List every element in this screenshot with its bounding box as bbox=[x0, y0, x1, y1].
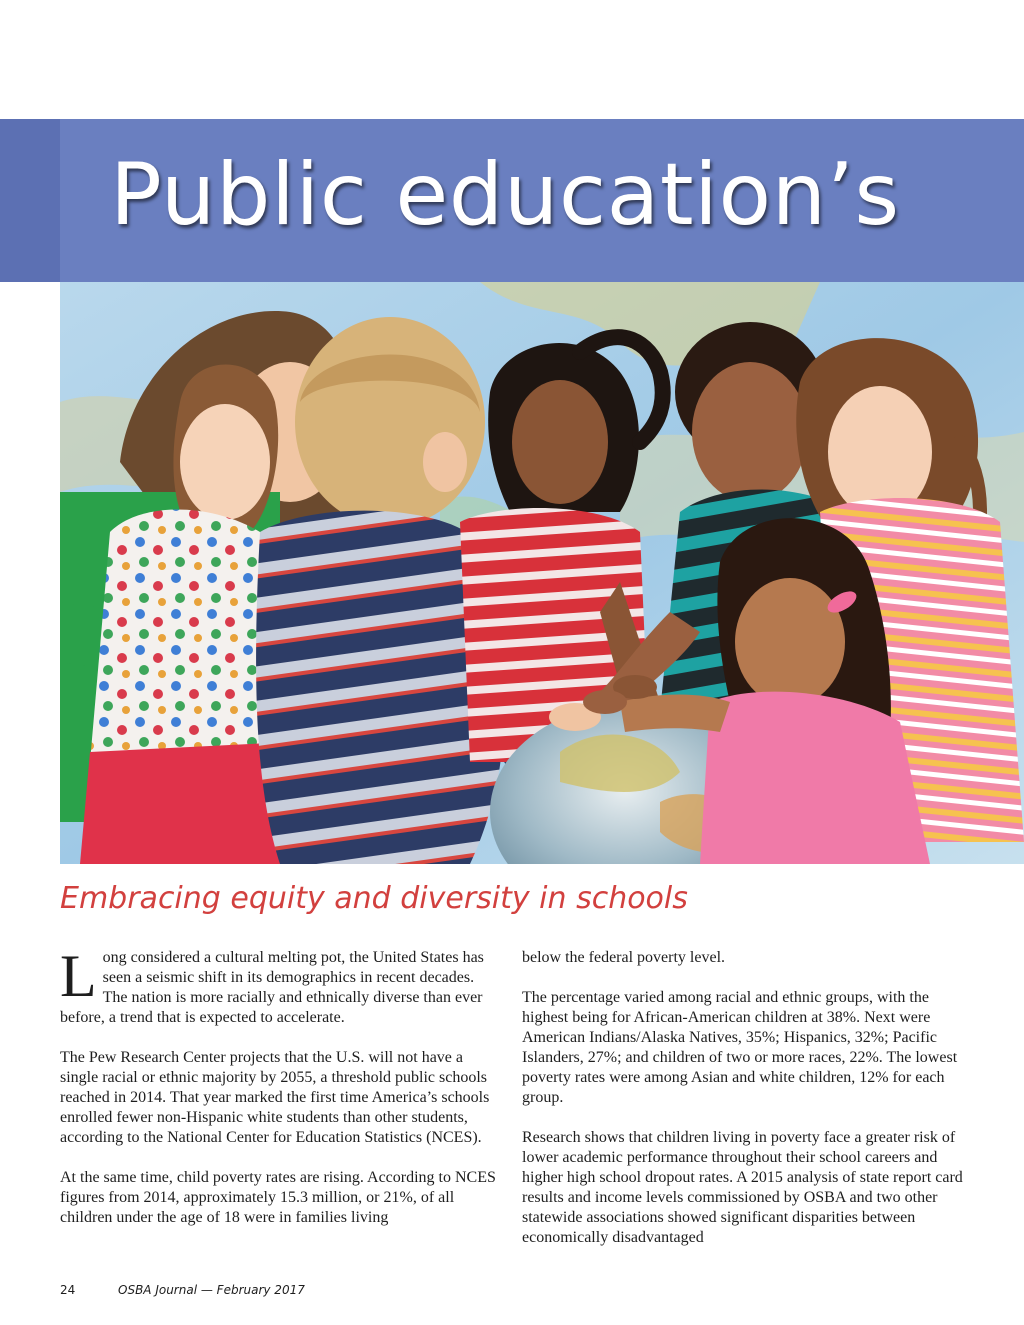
page-number: 24 bbox=[60, 1283, 76, 1297]
paragraph bbox=[60, 943, 500, 1028]
journal-credit: OSBA Journal — February 2017 bbox=[118, 1283, 305, 1297]
article-subtitle: Embracing equity and diversity in schools bbox=[60, 881, 688, 916]
paragraph: Research shows that children living in poverty face a greater risk of lower academic performance throughout their school careers and higher high school dropout rates. A 2015 analysis of state report card results and income levels commissioned by OSBA and two other statewide associations showed significant disparities between economically disadvantaged bbox=[522, 1129, 963, 1246]
paragraph: The Pew Research Center projects that the U.S. will not have a single racial or ethnic majority by 2055, a threshold public schools reached in 2014. That year marked the first time America’s schools enrolled fewer non-Hispanic white students than other students, according to the National Center for Education Statistics (NCES). bbox=[60, 1049, 490, 1146]
drop-cap: L bbox=[60, 943, 97, 1009]
paragraph: At the same time, child poverty rates are rising. According to NCES figures from 2014, approximately 15.3 million, or 21%, of all children under the age of 18 were in families living bbox=[60, 1169, 496, 1226]
paragraph: below the federal poverty level. bbox=[522, 949, 726, 966]
classroom-photo bbox=[60, 282, 1024, 864]
article-column-right bbox=[522, 948, 964, 1268]
banner-accent bbox=[0, 119, 60, 282]
title-banner bbox=[0, 119, 1024, 282]
paragraph: The percentage varied among racial and ethnic groups, with the highest being for African-American children at 38%. Next were American Indians/Alaska Natives, 35%; Hispanics, 32%; Pacific Islanders, 27%; and children of two or more races, 22%. The lowest poverty rates were among Asian and white children, 12% for each group. bbox=[522, 989, 958, 1106]
page-title: Public education’s bbox=[110, 145, 900, 245]
article-column-left bbox=[60, 943, 500, 1248]
paragraph-text: ong considered a cultural melting pot, the United States has seen a seismic shift in its demographics in recent decades. The nation is more racially and ethnically diverse than ever before, a trend that is expected to accelerate. bbox=[60, 949, 484, 1026]
